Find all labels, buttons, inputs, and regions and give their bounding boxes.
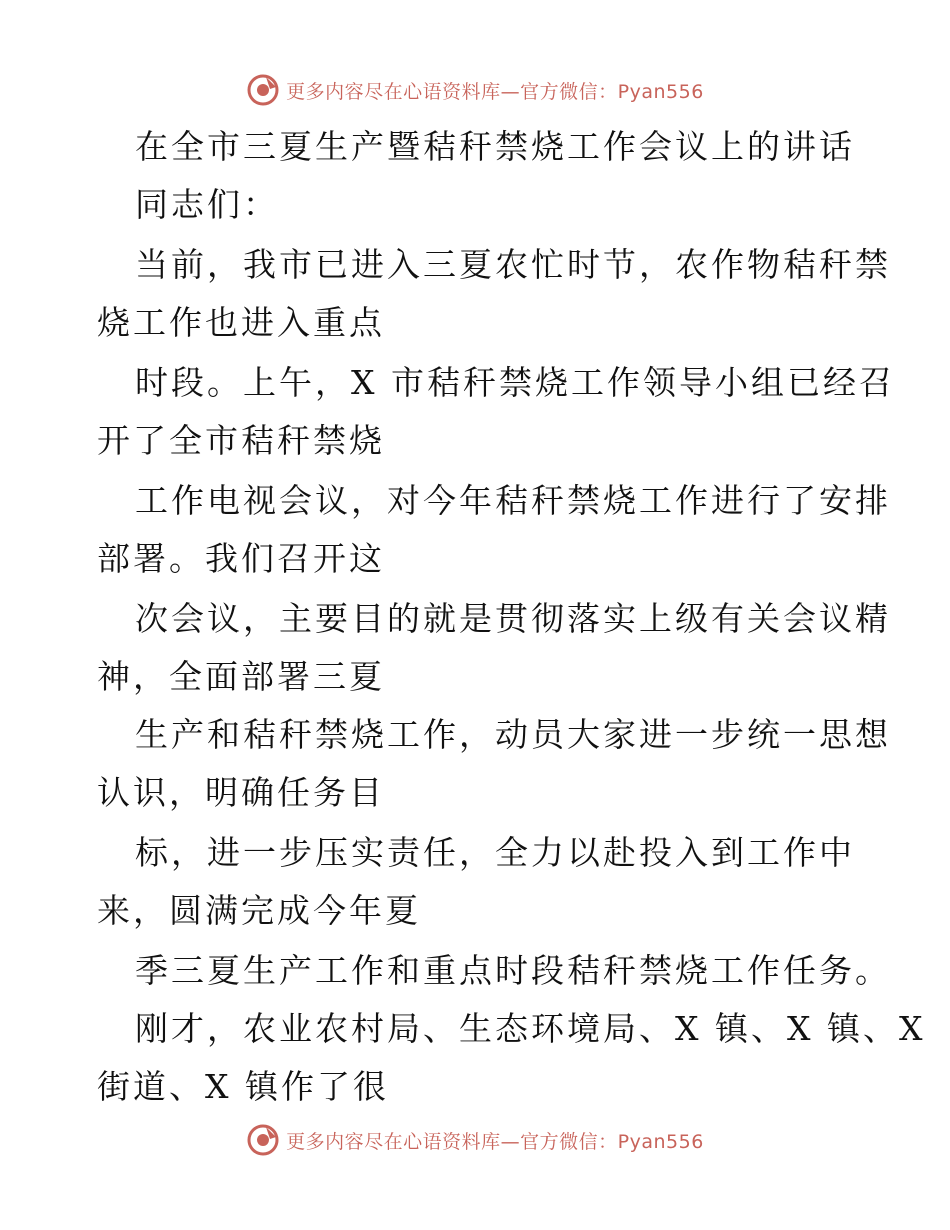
paragraph-line: 标，进一步压实责任，全力以赴投入到工作中	[135, 833, 855, 872]
header-watermark	[0, 70, 950, 110]
paragraph-line: 次会议，主要目的就是贯彻落实上级有关会议精	[135, 599, 891, 638]
footer-watermark	[0, 1120, 950, 1160]
paragraph-line: 烧工作也进入重点	[97, 303, 385, 342]
paragraph-line: 生产和秸秆禁烧工作，动员大家进一步统一思想	[135, 715, 891, 754]
footer-watermark-text: 更多内容尽在心语资料库—官方微信：Pyan556	[286, 1130, 704, 1153]
paragraph-line: 来，圆满完成今年夏	[97, 891, 421, 930]
paragraph-line: 认识，明确任务目	[97, 773, 385, 812]
paragraph-line: 神，全面部署三夏	[97, 657, 385, 696]
paragraph-line: 街道、X 镇作了很	[97, 1067, 389, 1106]
brand-logo-icon	[246, 1123, 280, 1157]
paragraph-line: 开了全市秸秆禁烧	[97, 421, 385, 460]
paragraph-line: 当前，我市已进入三夏农忙时节，农作物秸秆禁	[135, 245, 891, 284]
paragraph-line: 季三夏生产工作和重点时段秸秆禁烧工作任务。	[135, 951, 891, 990]
paragraph-line: 刚才，农业农村局、生态环境局、X 镇、X 镇、X	[135, 1009, 926, 1048]
brand-logo-icon	[246, 73, 280, 107]
salutation: 同志们：	[135, 185, 279, 224]
paragraph-line: 时段。上午，X 市秸秆禁烧工作领导小组已经召	[135, 363, 895, 402]
paragraph-line: 部署。我们召开这	[97, 539, 385, 578]
paragraph-line: 工作电视会议，对今年秸秆禁烧工作进行了安排	[135, 481, 891, 520]
header-watermark-text: 更多内容尽在心语资料库—官方微信：Pyan556	[286, 80, 704, 103]
document-title: 在全市三夏生产暨秸秆禁烧工作会议上的讲话	[135, 127, 855, 166]
